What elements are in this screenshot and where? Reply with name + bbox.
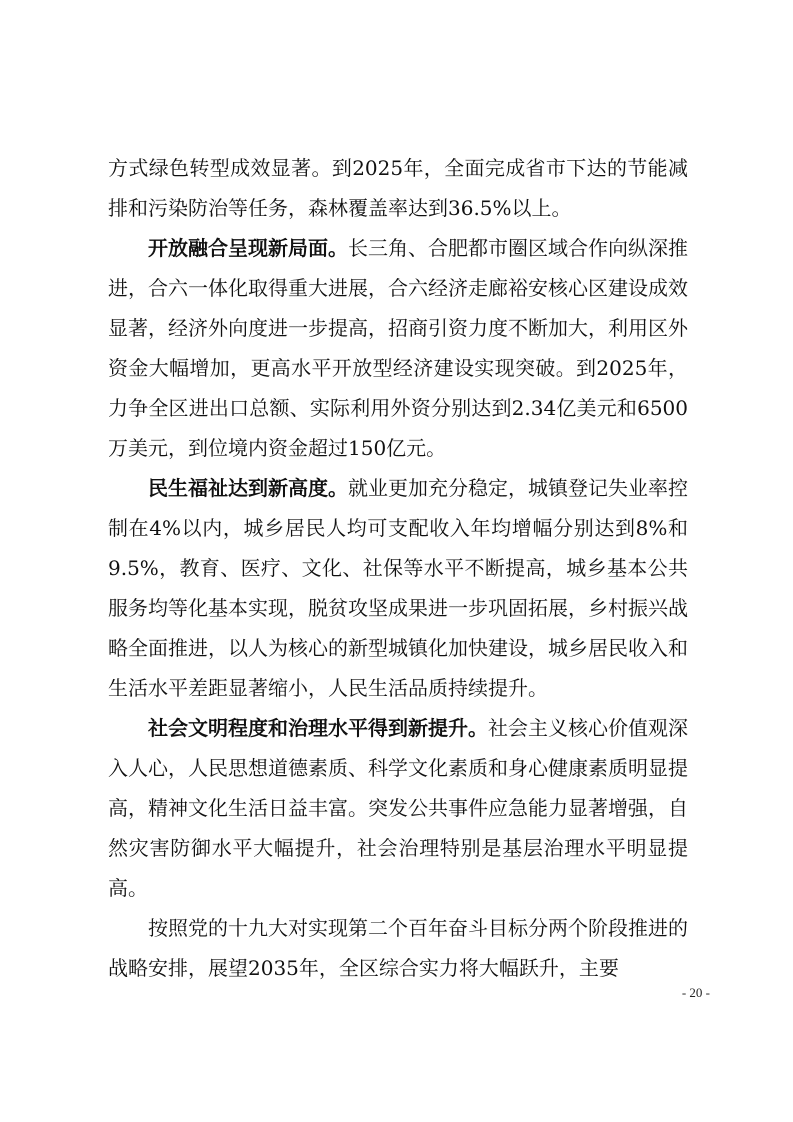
paragraph-continuation [108,148,688,228]
paragraph-heading: 民生福祉达到新高度。 [148,476,348,500]
paragraph-text: 方式绿色转型成效显著。到2025年，全面完成省市下达的节能减排和污染防治等任务，森林覆盖率达到36.5%以上。 [108,156,688,220]
page-number: - 20 - [681,985,710,1000]
document-body [108,148,688,988]
paragraph-civilization [108,708,688,908]
paragraph-outlook-2035 [108,908,688,988]
paragraph-text: 按照党的十九大对实现第二个百年奋斗目标分两个阶段推进的战略安排，展望2035年，全区综合实力将大幅跃升，主要 [108,916,688,980]
paragraph-heading: 社会文明程度和治理水平得到新提升。 [148,716,488,740]
paragraph-text: 社会主义核心价值观深入人心，人民思想道德素质、科学文化素质和身心健康素质明显提高，精神文化生活日益丰富。突发公共事件应急能力显著增强，自然灾害防御水平大幅提升，社会治理特别是基层治理水平明显提高。 [108,716,688,900]
paragraph-text: 就业更加充分稳定，城镇登记失业率控制在4%以内，城乡居民人均可支配收入年均增幅分别达到8%和9.5%，教育、医疗、文化、社保等水平不断提高，城乡基本公共服务均等化基本实现，脱贫攻坚成果进一步巩固拓展，乡村振兴战略全面推进，以人为核心的新型城镇化加快建设，城乡居民收入和生活水平差距显著缩小，人民生活品质持续提升。 [108,476,688,700]
paragraph-text: 长三角、合肥都市圈区域合作向纵深推进，合六一体化取得重大进展，合六经济走廊裕安核心区建设成效显著，经济外向度进一步提高，招商引资力度不断加大，利用区外资金大幅增加，更高水平开放型经济建设实现突破。到2025年，力争全区进出口总额、实际利用外资分别达到2.34亿美元和6500万美元，到位境内资金超过150亿元。 [108,236,688,460]
paragraph-heading: 开放融合呈现新局面。 [148,236,348,260]
paragraph-opening-up [108,228,688,468]
paragraph-livelihood [108,468,688,708]
